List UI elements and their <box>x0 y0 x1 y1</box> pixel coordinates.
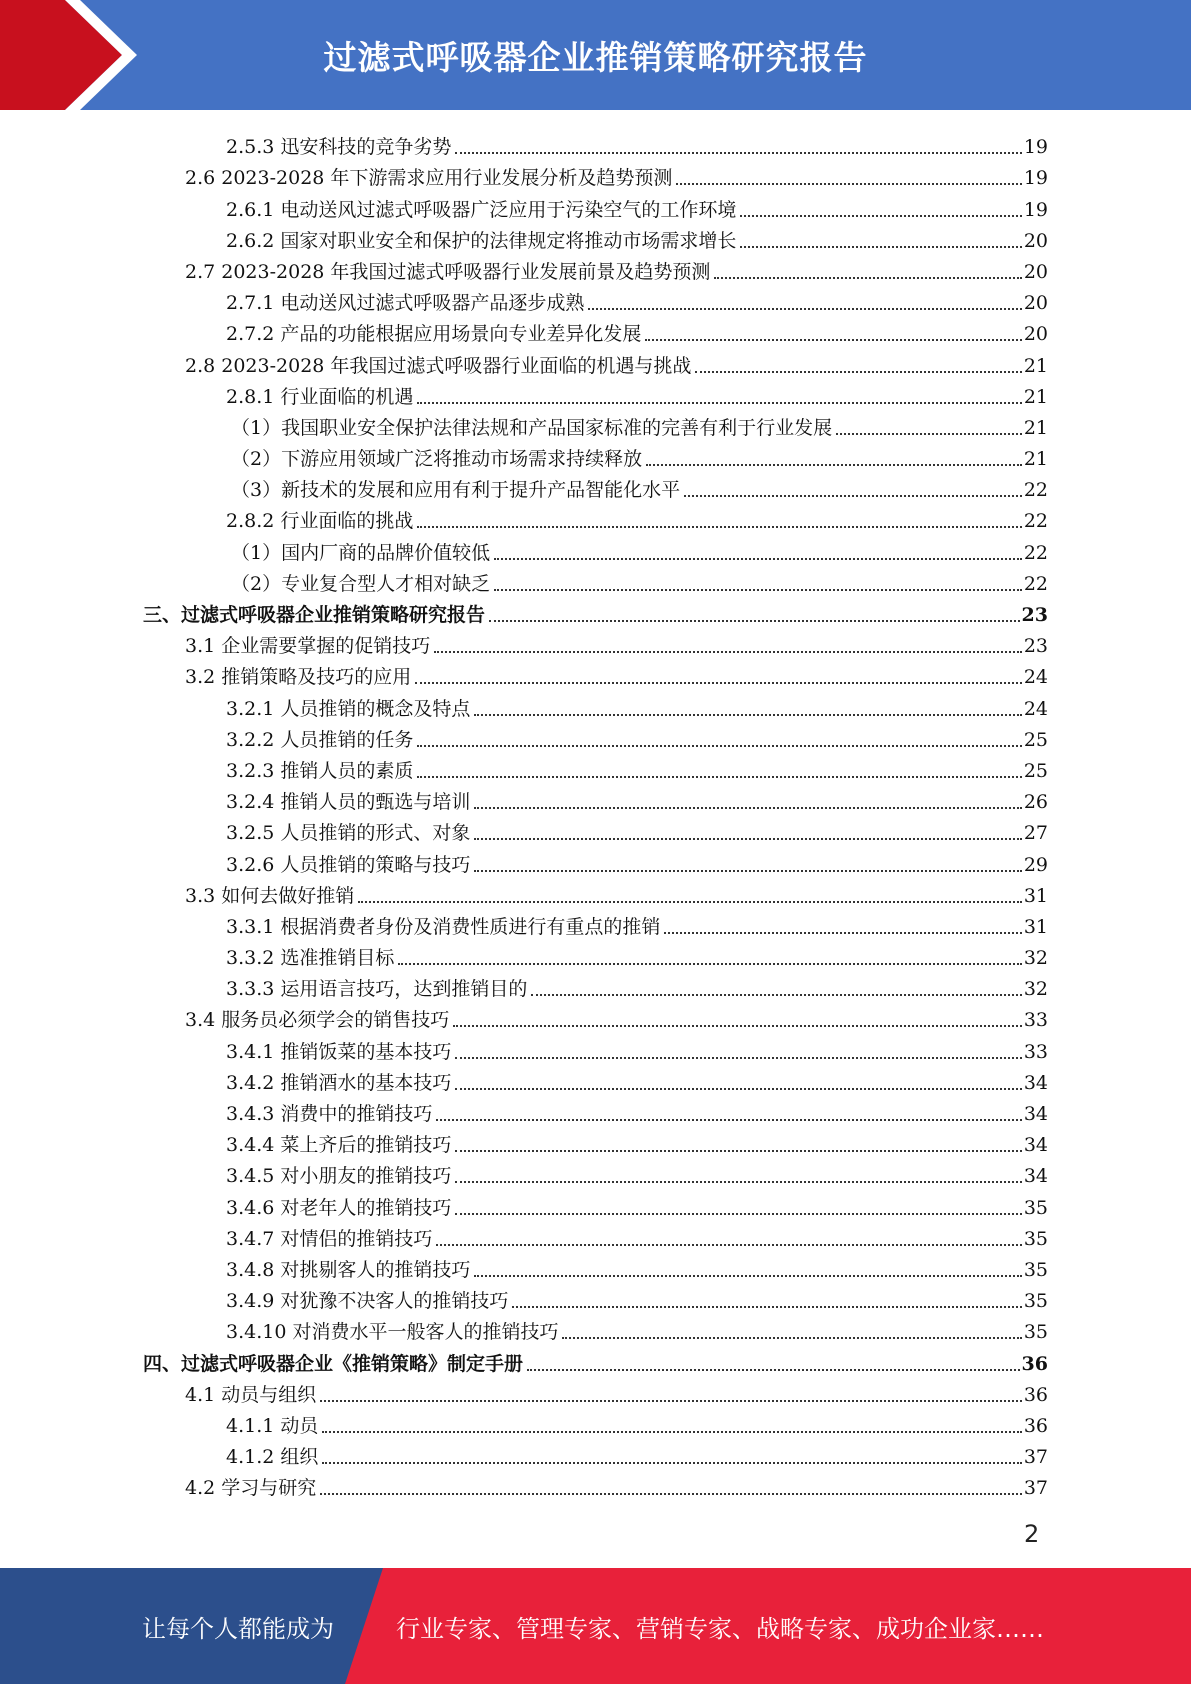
toc-entry-page: 19 <box>1023 167 1048 190</box>
toc-entry-page: 35 <box>1023 1321 1048 1344</box>
toc-entry-page: 23 <box>1023 635 1048 658</box>
toc-entry-title: 4.1 动员与组织 <box>185 1383 317 1406</box>
toc-entry-page: 19 <box>1023 136 1048 159</box>
toc-entry-title: 2.6.1 电动送风过滤式呼吸器广泛应用于污染空气的工作环境 <box>226 198 737 221</box>
toc-dot-leader <box>474 864 1021 872</box>
toc-entry-title: 3.4 服务员必须学会的销售技巧 <box>185 1009 450 1032</box>
toc-entry[interactable] <box>143 877 1048 908</box>
toc-entry[interactable] <box>143 689 1048 720</box>
toc-entry[interactable] <box>143 409 1048 440</box>
toc-entry[interactable] <box>143 1469 1048 1500</box>
toc-entry[interactable] <box>143 1313 1048 1344</box>
toc-dot-leader <box>436 1238 1021 1246</box>
toc-entry-page: 24 <box>1023 666 1048 689</box>
toc-dot-leader <box>455 1175 1021 1183</box>
toc-dot-leader <box>714 271 1021 279</box>
toc-entry[interactable] <box>143 502 1048 533</box>
toc-entry-title: 四、过滤式呼吸器企业《推销策略》制定手册 <box>143 1352 524 1375</box>
header-red-chevron <box>0 0 150 110</box>
toc-entry-title: （3）新技术的发展和应用有利于提升产品智能化水平 <box>231 479 681 502</box>
toc-dot-leader <box>645 333 1021 341</box>
toc-dot-leader <box>455 1207 1021 1215</box>
toc-entry[interactable] <box>143 1095 1048 1126</box>
toc-dot-leader <box>417 739 1021 747</box>
toc-entry[interactable] <box>143 253 1048 284</box>
toc-entry-title: 2.7.2 产品的功能根据应用场景向专业差异化发展 <box>226 323 642 346</box>
report-title: 过滤式呼吸器企业推销策略研究报告 <box>323 37 868 77</box>
toc-dot-leader <box>322 1456 1021 1464</box>
toc-entry-page: 25 <box>1023 759 1048 782</box>
toc-entry-page: 31 <box>1023 915 1048 938</box>
toc-entry-page: 35 <box>1023 1290 1048 1313</box>
toc-entry-title: 2.8 2023-2028 年我国过滤式呼吸器行业面临的机遇与挑战 <box>185 354 692 377</box>
toc-dot-leader <box>322 1425 1021 1433</box>
toc-entry-page: 27 <box>1023 822 1048 845</box>
toc-dot-leader <box>836 427 1022 435</box>
toc-entry[interactable] <box>143 970 1048 1001</box>
toc-entry-page: 21 <box>1023 385 1048 408</box>
toc-entry-page: 32 <box>1023 978 1048 1001</box>
toc-entry[interactable] <box>143 1188 1048 1219</box>
toc-entry[interactable] <box>143 1407 1048 1438</box>
toc-entry-title: 2.7.1 电动送风过滤式呼吸器产品逐步成熟 <box>226 292 585 315</box>
toc-entry[interactable] <box>143 565 1048 596</box>
page-number: 2 <box>1024 1520 1040 1548</box>
toc-dot-leader <box>494 583 1022 591</box>
toc-entry[interactable] <box>143 190 1048 221</box>
toc-dot-leader <box>494 552 1022 560</box>
toc-dot-leader <box>320 1394 1022 1402</box>
toc-dot-leader <box>474 708 1021 716</box>
toc-dot-leader <box>455 146 1021 154</box>
toc-entry-page: 29 <box>1023 853 1048 876</box>
toc-entry-title: 3.2.3 推销人员的素质 <box>226 759 414 782</box>
toc-entry-title: 3.3 如何去做好推销 <box>185 884 355 907</box>
toc-entry-title: 三、过滤式呼吸器企业推销策略研究报告 <box>143 604 486 626</box>
toc-entry[interactable] <box>143 1376 1048 1407</box>
toc-entry-title: 4.1.2 组织 <box>226 1446 319 1469</box>
page-footer <box>0 1568 1191 1684</box>
toc-entry-title: 3.3.3 运用语言技巧，达到推销目的 <box>226 978 528 1001</box>
toc-entry-title: 3.4.8 对挑剔客人的推销技巧 <box>226 1258 471 1281</box>
toc-entry-page: 31 <box>1023 884 1048 907</box>
toc-dot-leader <box>676 177 1021 185</box>
toc-dot-leader <box>512 1300 1021 1308</box>
toc-entry-page: 36 <box>1023 1383 1048 1406</box>
toc-entry[interactable] <box>143 315 1048 346</box>
toc-dot-leader <box>417 396 1021 404</box>
toc-entry-title: 3.4.5 对小朋友的推销技巧 <box>226 1165 452 1188</box>
toc-entry-page: 34 <box>1023 1103 1048 1125</box>
toc-entry[interactable] <box>143 159 1048 190</box>
toc-entry-page: 20 <box>1023 292 1048 315</box>
toc-dot-leader <box>740 209 1021 217</box>
footer-slogan-left: 让每个人都能成为 <box>142 1614 334 1643</box>
toc-entry-title: 2.8.1 行业面临的机遇 <box>226 385 414 408</box>
toc-entry-title: 3.2.2 人员推销的任务 <box>226 728 414 751</box>
toc-entry[interactable] <box>143 284 1048 315</box>
toc-entry-title: 3.3.2 选准推销目标 <box>226 947 395 970</box>
toc-entry-page: 21 <box>1023 448 1048 471</box>
toc-entry-page: 36 <box>1021 1352 1048 1375</box>
toc-entry-page: 32 <box>1023 947 1048 970</box>
toc-entry-title: 3.2.6 人员推销的策略与技巧 <box>226 853 471 876</box>
toc-entry-page: 20 <box>1023 260 1048 283</box>
toc-entry[interactable] <box>143 1220 1048 1251</box>
toc-entry[interactable] <box>143 128 1048 159</box>
toc-entry-title: 3.2 推销策略及技巧的应用 <box>185 666 412 689</box>
toc-entry[interactable] <box>143 1064 1048 1095</box>
toc-entry-page: 22 <box>1023 479 1048 502</box>
toc-entry-page: 34 <box>1023 1071 1048 1094</box>
toc-entry-title: （2）专业复合型人才相对缺乏 <box>231 572 491 595</box>
toc-entry[interactable] <box>143 1126 1048 1157</box>
toc-entry-page: 25 <box>1023 728 1048 751</box>
toc-entry-page: 21 <box>1023 354 1048 377</box>
table-of-contents <box>143 128 1048 1500</box>
toc-entry-title: （2）下游应用领域广泛将推动市场需求持续释放 <box>231 448 643 471</box>
toc-dot-leader <box>684 489 1022 497</box>
toc-entry[interactable] <box>143 658 1048 689</box>
toc-entry[interactable] <box>143 1438 1048 1469</box>
toc-entry[interactable] <box>143 1001 1048 1032</box>
toc-entry-page: 20 <box>1023 229 1048 252</box>
toc-dot-leader <box>474 801 1021 809</box>
toc-entry-page: 23 <box>1021 604 1048 626</box>
toc-entry-title: 2.7 2023-2028 年我国过滤式呼吸器行业发展前景及趋势预测 <box>185 260 711 283</box>
toc-dot-leader <box>455 1051 1021 1059</box>
toc-entry[interactable] <box>143 1032 1048 1063</box>
toc-entry-page: 26 <box>1023 791 1048 814</box>
toc-dot-leader <box>417 520 1021 528</box>
toc-dot-leader <box>646 458 1022 466</box>
toc-dot-leader <box>320 1487 1022 1495</box>
toc-entry-page: 19 <box>1023 198 1048 221</box>
toc-dot-leader <box>398 957 1021 965</box>
toc-entry[interactable] <box>143 752 1048 783</box>
toc-dot-leader <box>358 895 1022 903</box>
toc-entry-title: 3.4.1 推销饭菜的基本技巧 <box>226 1040 452 1063</box>
toc-entry-title: 4.2 学习与研究 <box>185 1477 317 1500</box>
toc-dot-leader <box>415 676 1022 684</box>
toc-entry-title: 3.4.9 对犹豫不决客人的推销技巧 <box>226 1290 509 1313</box>
toc-dot-leader <box>455 1082 1021 1090</box>
toc-entry[interactable] <box>143 1251 1048 1282</box>
toc-entry-title: 4.1.1 动员 <box>226 1414 319 1437</box>
toc-entry-page: 36 <box>1023 1414 1048 1437</box>
toc-dot-leader <box>531 988 1021 996</box>
toc-entry[interactable] <box>143 1344 1048 1375</box>
toc-entry-page: 37 <box>1023 1446 1048 1469</box>
toc-entry[interactable] <box>143 440 1048 471</box>
toc-entry-page: 35 <box>1023 1227 1048 1250</box>
toc-entry-page: 33 <box>1023 1009 1048 1032</box>
footer-slogan-right: 行业专家、管理专家、营销专家、战略专家、成功企业家…… <box>396 1614 1044 1643</box>
toc-dot-leader <box>562 1331 1021 1339</box>
toc-entry-page: 22 <box>1023 510 1048 533</box>
toc-entry[interactable] <box>143 814 1048 845</box>
toc-entry-page: 34 <box>1023 1165 1048 1188</box>
toc-dot-leader <box>664 926 1021 934</box>
toc-entry-title: 3.4.3 消费中的推销技巧 <box>226 1103 433 1125</box>
toc-entry-title: 2.6.2 国家对职业安全和保护的法律规定将推动市场需求增长 <box>226 229 737 252</box>
toc-dot-leader <box>527 1363 1020 1371</box>
toc-entry[interactable] <box>143 1157 1048 1188</box>
toc-entry-page: 21 <box>1023 416 1048 439</box>
toc-entry-title: 3.2.4 推销人员的甄选与培训 <box>226 791 471 814</box>
toc-entry[interactable] <box>143 222 1048 253</box>
toc-entry-title: 3.1 企业需要掌握的促销技巧 <box>185 635 431 658</box>
toc-entry[interactable] <box>143 783 1048 814</box>
toc-entry[interactable] <box>143 721 1048 752</box>
toc-dot-leader <box>695 365 1021 373</box>
toc-entry-title: （1）我国职业安全保护法律法规和产品国家标准的完善有利于行业发展 <box>231 416 833 439</box>
toc-dot-leader <box>474 1269 1021 1277</box>
toc-dot-leader <box>436 1113 1021 1121</box>
toc-entry-title: 2.5.3 迅安科技的竞争劣势 <box>226 136 452 159</box>
toc-dot-leader <box>455 1144 1021 1152</box>
toc-entry-title: 3.4.10 对消费水平一般客人的推销技巧 <box>226 1321 559 1344</box>
toc-entry-title: 3.4.2 推销酒水的基本技巧 <box>226 1071 452 1094</box>
toc-entry-title: 3.2.1 人员推销的概念及特点 <box>226 697 471 720</box>
toc-dot-leader <box>474 832 1021 840</box>
toc-dot-leader <box>489 614 1020 622</box>
toc-entry[interactable] <box>143 471 1048 502</box>
toc-entry-page: 33 <box>1023 1040 1048 1063</box>
toc-entry[interactable] <box>143 1282 1048 1313</box>
toc-entry-page: 34 <box>1023 1134 1048 1157</box>
toc-dot-leader <box>417 770 1021 778</box>
toc-entry-page: 24 <box>1023 697 1048 720</box>
toc-entry-title: （1）国内厂商的品牌价值较低 <box>231 541 491 564</box>
toc-entry-page: 20 <box>1023 323 1048 346</box>
toc-entry[interactable] <box>143 533 1048 564</box>
toc-entry[interactable] <box>143 908 1048 939</box>
toc-entry[interactable] <box>143 627 1048 658</box>
toc-entry-title: 2.6 2023-2028 年下游需求应用行业发展分析及趋势预测 <box>185 167 673 190</box>
toc-entry[interactable] <box>143 596 1048 627</box>
toc-entry-page: 22 <box>1023 541 1048 564</box>
toc-entry-page: 22 <box>1023 572 1048 595</box>
toc-dot-leader <box>453 1019 1022 1027</box>
toc-entry[interactable] <box>143 378 1048 409</box>
page-header <box>0 0 1191 110</box>
toc-dot-leader <box>434 645 1022 653</box>
toc-entry-page: 35 <box>1023 1196 1048 1219</box>
toc-dot-leader <box>740 240 1021 248</box>
toc-entry-title: 3.4.7 对情侣的推销技巧 <box>226 1227 433 1250</box>
toc-entry-title: 3.4.4 菜上齐后的推销技巧 <box>226 1134 452 1157</box>
toc-entry[interactable] <box>143 845 1048 876</box>
toc-entry-title: 3.4.6 对老年人的推销技巧 <box>226 1196 452 1219</box>
toc-entry-title: 3.3.1 根据消费者身份及消费性质进行有重点的推销 <box>226 915 661 938</box>
toc-entry-title: 2.8.2 行业面临的挑战 <box>226 510 414 533</box>
toc-entry[interactable] <box>143 939 1048 970</box>
toc-dot-leader <box>588 302 1021 310</box>
toc-entry-title: 3.2.5 人员推销的形式、对象 <box>226 822 471 845</box>
toc-entry-page: 37 <box>1023 1477 1048 1500</box>
toc-entry[interactable] <box>143 346 1048 377</box>
toc-entry-page: 35 <box>1023 1258 1048 1281</box>
